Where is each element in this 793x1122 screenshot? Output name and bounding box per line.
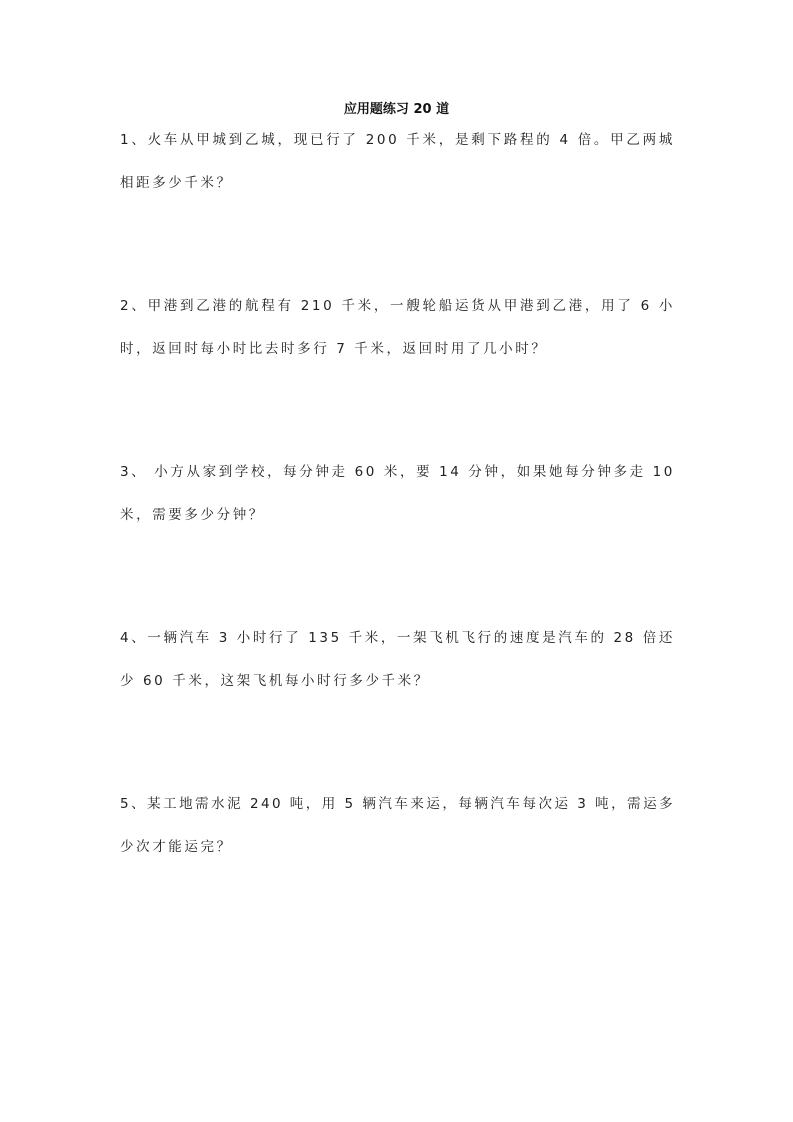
problem-2-line-2: 时，返回时每小时比去时多行 7 千米，返回时用了几小时？ [120,341,548,357]
problem-1 [120,119,675,205]
problem-3-line-2: 米，需要多少分钟？ [120,507,265,523]
problem-2 [120,285,675,371]
page-title: 应用题练习 20 道 [343,102,450,117]
problem-3 [120,451,675,537]
problem-5-line-1: 5、某工地需水泥 240 吨，用 5 辆汽车来运，每辆汽车每次运 3 吨，需运多 [120,796,675,812]
problem-5 [120,783,675,869]
problem-1-line-1: 1、火车从甲城到乙城，现已行了 200 千米，是剩下路程的 4 倍。甲乙两城 [120,132,675,148]
problem-4 [120,617,675,703]
problem-2-line-1: 2、甲港到乙港的航程有 210 千米，一艘轮船运货从甲港到乙港，用了 6 小 [120,298,675,314]
problem-5-line-2: 少次才能运完？ [120,839,233,855]
problem-1-line-2: 相距多少千米？ [120,175,233,191]
problem-3-line-1: 3、 小方从家到学校，每分钟走 60 米，要 14 分钟，如果她每分钟多走 10 [120,464,675,480]
problem-4-line-2: 少 60 千米，这架飞机每小时行多少千米？ [120,673,430,689]
problem-4-line-1: 4、一辆汽车 3 小时行了 135 千米，一架飞机飞行的速度是汽车的 28 倍还 [120,630,675,646]
